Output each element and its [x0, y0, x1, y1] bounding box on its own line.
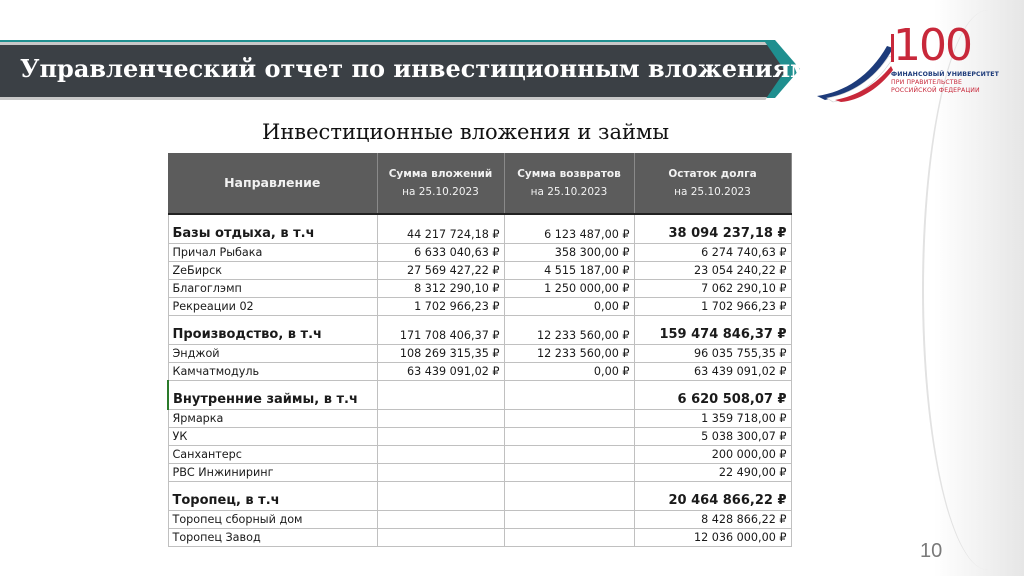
cell-invest: [377, 464, 504, 482]
cell-invest: [377, 410, 504, 428]
cell-direction: Санхантерс: [168, 446, 377, 464]
cell-returns: 0,00 ₽: [504, 363, 634, 381]
column-header-returns: [504, 153, 634, 214]
cell-invest: 6 633 040,63 ₽: [377, 244, 504, 262]
cell-returns: 358 300,00 ₽: [504, 244, 634, 262]
cell-direction: Причал Рыбака: [168, 244, 377, 262]
cell-direction: Рекреации 02: [168, 298, 377, 316]
column-header-date: на 25.10.2023: [530, 186, 608, 198]
cell-direction: Торопец сборный дом: [168, 511, 377, 529]
cell-invest: [377, 482, 504, 511]
cell-returns: [504, 381, 634, 410]
cell-balance: 6 620 508,07 ₽: [634, 381, 791, 410]
cell-direction: УК: [168, 428, 377, 446]
table-row: [168, 262, 791, 280]
table-row: [168, 446, 791, 464]
table-title: Инвестиционные вложения и займы: [262, 120, 670, 144]
cell-balance: 22 490,00 ₽: [634, 464, 791, 482]
cell-invest: [377, 381, 504, 410]
table-row: [168, 298, 791, 316]
cell-balance: 38 094 237,18 ₽: [634, 214, 791, 244]
cell-direction: Торопец Завод: [168, 529, 377, 547]
cell-returns: 6 123 487,00 ₽: [504, 214, 634, 244]
cell-invest: [377, 446, 504, 464]
table-row: [168, 345, 791, 363]
investment-table: [167, 153, 792, 547]
cell-direction: Ярмарка: [168, 410, 377, 428]
column-header-date: на 25.10.2023: [402, 186, 479, 198]
cell-balance: 1 359 718,00 ₽: [634, 410, 791, 428]
page-number: 10: [920, 540, 943, 562]
cell-balance: 63 439 091,02 ₽: [634, 363, 791, 381]
cell-invest: 27 569 427,22 ₽: [377, 262, 504, 280]
cell-direction: Энджой: [168, 345, 377, 363]
cell-returns: 12 233 560,00 ₽: [504, 316, 634, 345]
table-row: [168, 511, 791, 529]
table-row: [168, 410, 791, 428]
table-group-row: [168, 316, 791, 345]
table-body: [168, 214, 791, 547]
cell-direction: Благоглэмп: [168, 280, 377, 298]
column-header-date: на 25.10.2023: [674, 186, 751, 198]
cell-direction: Торопец, в т.ч: [168, 482, 377, 511]
cell-direction: Камчатмодуль: [168, 363, 377, 381]
table-group-row: [168, 214, 791, 244]
logo-line: РОССИЙСКОЙ ФЕДЕРАЦИИ: [891, 87, 980, 94]
cell-balance: 12 036 000,00 ₽: [634, 529, 791, 547]
cell-direction: Производство, в т.ч: [168, 316, 377, 345]
cell-invest: [377, 511, 504, 529]
table-row: [168, 363, 791, 381]
table-header-row: [168, 153, 791, 214]
table-group-row: [168, 482, 791, 511]
table-group-row: [168, 381, 791, 410]
cell-balance: 159 474 846,37 ₽: [634, 316, 791, 345]
cell-balance: 96 035 755,35 ₽: [634, 345, 791, 363]
cell-invest: 8 312 290,10 ₽: [377, 280, 504, 298]
cell-returns: [504, 446, 634, 464]
logo-number: 100: [893, 20, 971, 71]
cell-returns: [504, 428, 634, 446]
cell-returns: 0,00 ₽: [504, 298, 634, 316]
cell-balance: 1 702 966,23 ₽: [634, 298, 791, 316]
cell-invest: 44 217 724,18 ₽: [377, 214, 504, 244]
logo-line: ФИНАНСОВЫЙ УНИВЕРСИТЕТ: [891, 71, 999, 78]
column-header-label: Сумма вложений: [388, 168, 493, 180]
cell-balance: 7 062 290,10 ₽: [634, 280, 791, 298]
cell-balance: 20 464 866,22 ₽: [634, 482, 791, 511]
slide-title: Управленческий отчет по инвестиционным вложениям: [20, 54, 812, 83]
cell-returns: [504, 511, 634, 529]
cell-invest: 1 702 966,23 ₽: [377, 298, 504, 316]
column-header-direction: [168, 153, 377, 214]
cell-returns: [504, 529, 634, 547]
cell-balance: 5 038 300,07 ₽: [634, 428, 791, 446]
cell-returns: 4 515 187,00 ₽: [504, 262, 634, 280]
column-header-balance: [634, 153, 791, 214]
cell-invest: 63 439 091,02 ₽: [377, 363, 504, 381]
cell-balance: 200 000,00 ₽: [634, 446, 791, 464]
logo-line: ПРИ ПРАВИТЕЛЬСТВЕ: [891, 79, 963, 86]
logo-text: [891, 71, 1001, 95]
cell-invest: [377, 428, 504, 446]
cell-returns: [504, 482, 634, 511]
cell-invest: 108 269 315,35 ₽: [377, 345, 504, 363]
table-row: [168, 280, 791, 298]
cell-returns: 1 250 000,00 ₽: [504, 280, 634, 298]
table-row: [168, 244, 791, 262]
cell-direction: Внутренние займы, в т.ч: [168, 381, 377, 410]
column-header-label: Сумма возвратов: [517, 168, 621, 180]
cell-balance: 6 274 740,63 ₽: [634, 244, 791, 262]
cell-direction: Базы отдыха, в т.ч: [168, 214, 377, 244]
cell-direction: РВС Инжиниринг: [168, 464, 377, 482]
column-header-label: Остаток долга: [668, 168, 757, 180]
cell-invest: 171 708 406,37 ₽: [377, 316, 504, 345]
cell-returns: [504, 464, 634, 482]
cell-returns: [504, 410, 634, 428]
table-row: [168, 529, 791, 547]
cell-invest: [377, 529, 504, 547]
cell-balance: 8 428 866,22 ₽: [634, 511, 791, 529]
column-header-invest: [377, 153, 504, 214]
cell-direction: ZеБирск: [168, 262, 377, 280]
cell-balance: 23 054 240,22 ₽: [634, 262, 791, 280]
table-row: [168, 428, 791, 446]
cell-returns: 12 233 560,00 ₽: [504, 345, 634, 363]
table-row: [168, 464, 791, 482]
column-header-label: Направление: [224, 175, 321, 190]
